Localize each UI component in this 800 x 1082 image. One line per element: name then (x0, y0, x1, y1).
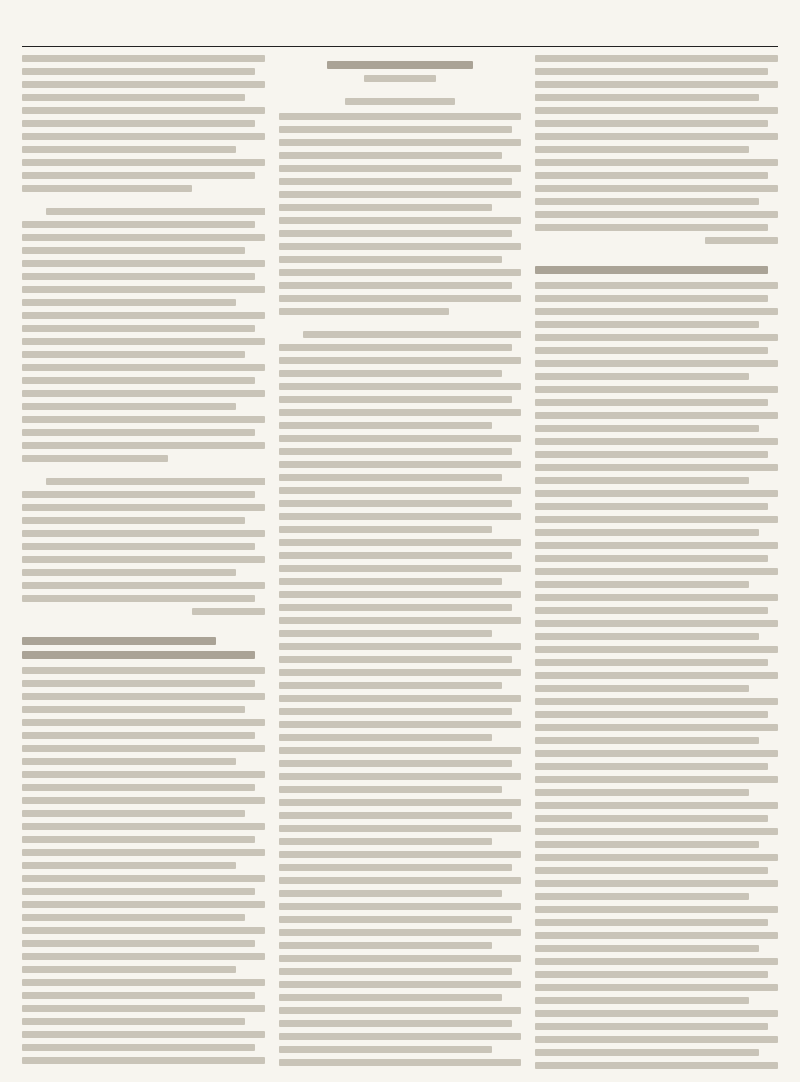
column-left (22, 55, 265, 1070)
header-rule (22, 46, 778, 47)
text-block-placeholder (535, 282, 778, 1070)
section-heading-placeholder (535, 266, 778, 274)
column-middle (279, 55, 522, 1070)
text-block-placeholder (22, 55, 265, 615)
text-columns (22, 55, 778, 1070)
text-block-placeholder (22, 667, 265, 1070)
page-header (22, 18, 778, 40)
column-right (535, 55, 778, 1070)
text-block-placeholder (279, 113, 522, 1070)
section-heading-placeholder (279, 61, 522, 105)
text-block-placeholder (535, 55, 778, 244)
section-heading-placeholder (22, 637, 265, 659)
